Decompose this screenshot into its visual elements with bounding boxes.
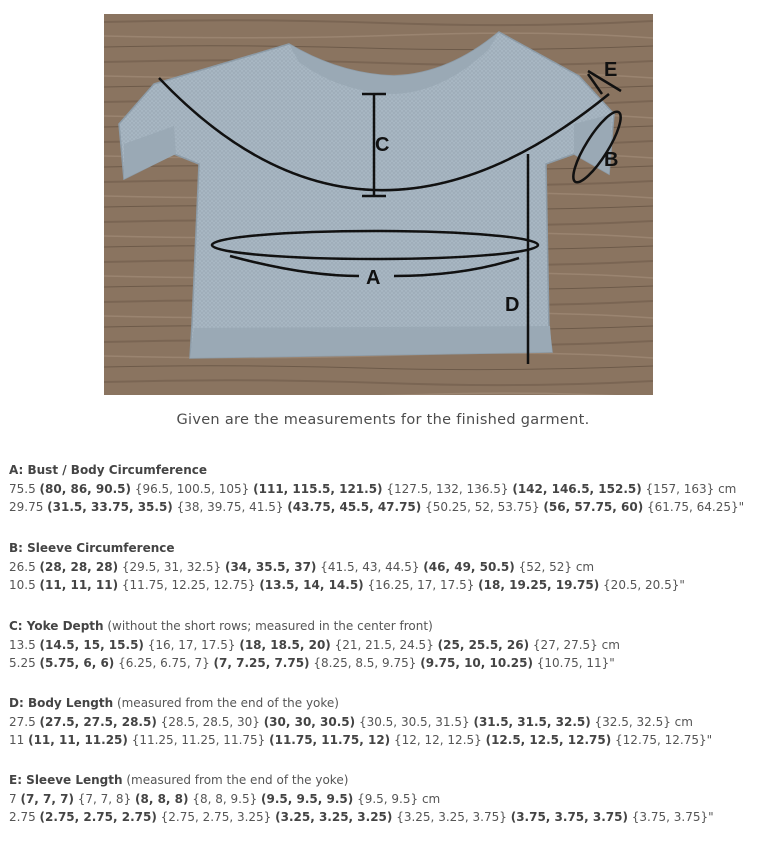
values-cm [9, 636, 620, 655]
section-title: B: Sleeve Circumference [9, 541, 175, 555]
label-b: B [604, 149, 619, 171]
size-group: 2.75 [9, 810, 40, 824]
caption: Given are the measurements for the finished garment. [176, 412, 590, 428]
size-group: {11.75, 12.25, 12.75} [118, 578, 260, 592]
size-group: {8, 8, 9.5} [188, 791, 262, 806]
size-group: {38, 39.75, 41.5} [172, 500, 288, 514]
size-group: {16, 17, 17.5} [143, 637, 240, 652]
measurement-section [9, 617, 620, 673]
size-group-bold: (11, 11, 11.25) [28, 733, 128, 747]
values-inches [9, 576, 685, 595]
values-inches [9, 498, 744, 517]
size-group: {2.75, 2.75, 3.25} [156, 810, 276, 824]
size-group-bold: (80, 86, 90.5) [39, 481, 131, 496]
size-group-bold: (18, 19.25, 19.75) [478, 578, 600, 592]
size-group-bold: (7, 7.25, 7.75) [213, 656, 310, 670]
size-group-bold: (28, 28, 28) [39, 559, 119, 574]
size-group-bold: (27.5, 27.5, 28.5) [39, 714, 157, 729]
section-heading [9, 461, 744, 480]
label-a: A [366, 267, 381, 289]
size-group: {7, 7, 8} [73, 791, 136, 806]
values-inches [9, 731, 712, 750]
size-group: {61.75, 64.25}" [643, 500, 745, 514]
size-group: {16.25, 17, 17.5} [363, 578, 479, 592]
size-group-bold: (31.5, 31.5, 32.5) [473, 714, 591, 729]
section-title: E: Sleeve Length [9, 773, 123, 787]
size-group: {52, 52} cm [514, 559, 595, 574]
section-heading [9, 539, 685, 558]
section-heading [9, 694, 712, 713]
size-group: {96.5, 100.5, 105} [131, 481, 254, 496]
size-group: {3.25, 3.25, 3.75} [392, 810, 511, 824]
size-group-bold: (34, 35.5, 37) [224, 559, 317, 574]
size-group: {50.25, 52, 53.75} [421, 500, 544, 514]
size-group-bold: (2.75, 2.75, 2.75) [39, 810, 157, 824]
garment-photo [104, 14, 653, 395]
section-subtitle: (measured from the end of the yoke) [113, 696, 339, 710]
size-group: {11.25, 11.25, 11.75} [127, 733, 270, 747]
label-d: D [505, 294, 520, 316]
size-group: {8.25, 8.5, 9.75} [309, 656, 421, 670]
size-group-bold: (5.75, 6, 6) [39, 656, 115, 670]
size-group: 13.5 [9, 637, 40, 652]
size-group-bold: (9.5, 9.5, 9.5) [261, 791, 354, 806]
measurement-section [9, 771, 714, 827]
size-group: {27, 27.5} cm [529, 637, 620, 652]
values-cm [9, 558, 685, 577]
size-group-bold: (3.75, 3.75, 3.75) [510, 810, 628, 824]
size-group-bold: (11, 11, 11) [39, 578, 119, 592]
section-title: D: Body Length [9, 696, 114, 710]
values-cm [9, 790, 714, 809]
label-e: E [604, 59, 618, 81]
size-group-bold: (9.75, 10, 10.25) [420, 656, 533, 670]
size-group: 75.5 [9, 481, 40, 496]
measurement-section [9, 539, 685, 595]
size-group: {157, 163} cm [641, 481, 737, 496]
size-group-bold: (25, 25.5, 26) [437, 637, 530, 652]
size-group: {12, 12, 12.5} [390, 733, 486, 747]
size-group: {12.75, 12.75}" [611, 733, 713, 747]
size-group: 29.75 [9, 500, 48, 514]
size-group-bold: (13.5, 14, 14.5) [259, 578, 364, 592]
size-group: 27.5 [9, 714, 40, 729]
size-group: {29.5, 31, 32.5} [118, 559, 225, 574]
size-group: 10.5 [9, 578, 40, 592]
size-group-bold: (56, 57.75, 60) [543, 500, 644, 514]
section-subtitle: (measured from the end of the yoke) [122, 773, 349, 787]
garment-diagram [104, 14, 653, 395]
measurement-section [9, 694, 712, 750]
size-group-bold: (12.5, 12.5, 12.75) [485, 733, 612, 747]
label-c: C [375, 134, 390, 156]
section-title: C: Yoke Depth [9, 619, 104, 633]
size-group: {9.5, 9.5} cm [353, 791, 441, 806]
size-group: {41.5, 43, 44.5} [316, 559, 424, 574]
values-cm [9, 713, 712, 732]
measurement-section [9, 461, 744, 517]
size-group: {32.5, 32.5} cm [590, 714, 693, 729]
size-group-bold: (14.5, 15, 15.5) [39, 637, 144, 652]
section-title: A: Bust / Body Circumference [9, 463, 207, 477]
size-group: {3.75, 3.75}" [627, 810, 714, 824]
size-group-bold: (43.75, 45.5, 47.75) [287, 500, 422, 514]
size-group-bold: (142, 146.5, 152.5) [512, 481, 642, 496]
size-group-bold: (3.25, 3.25, 3.25) [275, 810, 393, 824]
size-group-bold: (18, 18.5, 20) [239, 637, 331, 652]
size-group-bold: (8, 8, 8) [135, 791, 189, 806]
size-group: {21, 21.5, 24.5} [330, 637, 438, 652]
section-heading [9, 771, 714, 790]
size-group: {6.25, 6.75, 7} [114, 656, 214, 670]
size-group-bold: (7, 7, 7) [20, 791, 74, 806]
size-group-bold: (46, 49, 50.5) [423, 559, 515, 574]
size-group: 5.25 [9, 656, 40, 670]
size-group-bold: (111, 115.5, 121.5) [253, 481, 383, 496]
section-subtitle: (without the short rows; measured in the center front) [103, 619, 433, 633]
size-group-bold: (30, 30, 30.5) [263, 714, 356, 729]
size-group: 11 [9, 733, 29, 747]
size-group: 26.5 [9, 559, 40, 574]
section-heading [9, 617, 620, 636]
values-cm [9, 480, 744, 499]
size-group-bold: (11.75, 11.75, 12) [269, 733, 391, 747]
values-inches [9, 808, 714, 827]
size-group: {10.75, 11}" [532, 656, 615, 670]
size-group: {127.5, 132, 136.5} [382, 481, 513, 496]
values-inches [9, 654, 620, 673]
size-group: 7 [9, 791, 21, 806]
size-group: {30.5, 30.5, 31.5} [355, 714, 474, 729]
size-group: {20.5, 20.5}" [599, 578, 685, 592]
size-group-bold: (31.5, 33.75, 35.5) [47, 500, 173, 514]
size-group: {28.5, 28.5, 30} [156, 714, 264, 729]
